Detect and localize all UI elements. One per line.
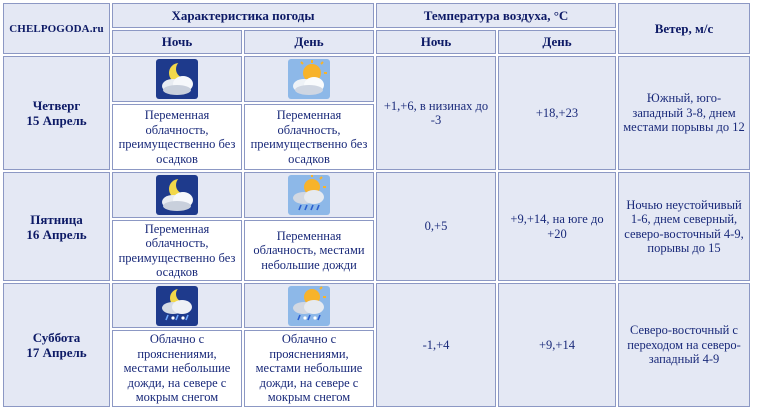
day-label bbox=[3, 172, 110, 281]
day-label bbox=[3, 283, 110, 407]
moon-cloud-rain-snow-icon bbox=[112, 283, 242, 328]
night-description: Облачно с прояснениями, местами небольшие дожди, на севере с мокрым снегом bbox=[112, 330, 242, 407]
weekday: Суббота bbox=[32, 330, 81, 345]
moon-cloud-icon bbox=[112, 172, 242, 218]
site-logo[interactable]: CHELPOGODA.ru bbox=[3, 3, 110, 54]
forecast-table bbox=[3, 3, 750, 407]
day-label bbox=[3, 56, 110, 170]
header-night: Ночь bbox=[112, 30, 242, 54]
day-description: Облачно с прояснениями, местами небольшие дожди, на севере с мокрым снегом bbox=[244, 330, 374, 407]
weekday: Пятница bbox=[30, 211, 83, 227]
sun-cloud-rain-snow-icon bbox=[244, 283, 374, 328]
temp-night-value: 0,+5 bbox=[376, 172, 496, 281]
weekday: Четверг bbox=[32, 98, 81, 113]
temp-day-value: +18,+23 bbox=[498, 56, 616, 170]
date: 16 Апрель bbox=[26, 226, 87, 242]
day-description: Переменная облачность, местами небольшие дожди bbox=[244, 220, 374, 281]
wind-value: Северо-восточный с переходом на северо-западный 4-9 bbox=[618, 283, 750, 407]
wind-value: Ночью неустойчивый 1-6, днем северный, северо-восточный 4-9, порывы до 15 bbox=[618, 172, 750, 281]
header-temp-night: Ночь bbox=[376, 30, 496, 54]
sun-cloud-icon bbox=[244, 56, 374, 102]
header-weather-characteristics: Характеристика погоды bbox=[112, 3, 374, 28]
temp-night-value: -1,+4 bbox=[376, 283, 496, 407]
temp-day-value: +9,+14, на юге до +20 bbox=[498, 172, 616, 281]
wind-value: Южный, юго-западный 3-8, днем местами порывы до 12 bbox=[618, 56, 750, 170]
day-description: Переменная облачность, преимущественно без осадков bbox=[244, 104, 374, 170]
temp-night-value: +1,+6, в низинах до -3 bbox=[376, 56, 496, 170]
night-description: Переменная облачность, преимущественно без осадков bbox=[112, 104, 242, 170]
sun-cloud-rain-icon bbox=[244, 172, 374, 218]
header-wind: Ветер, м/с bbox=[618, 3, 750, 54]
night-description: Переменная облачность, преимущественно без осадков bbox=[112, 220, 242, 281]
header-day: День bbox=[244, 30, 374, 54]
date: 15 Апрель bbox=[26, 113, 87, 128]
header-temp-day: День bbox=[498, 30, 616, 54]
header-air-temperature: Температура воздуха, °С bbox=[376, 3, 616, 28]
date: 17 Апрель bbox=[26, 345, 87, 360]
moon-cloud-icon bbox=[112, 56, 242, 102]
temp-day-value: +9,+14 bbox=[498, 283, 616, 407]
